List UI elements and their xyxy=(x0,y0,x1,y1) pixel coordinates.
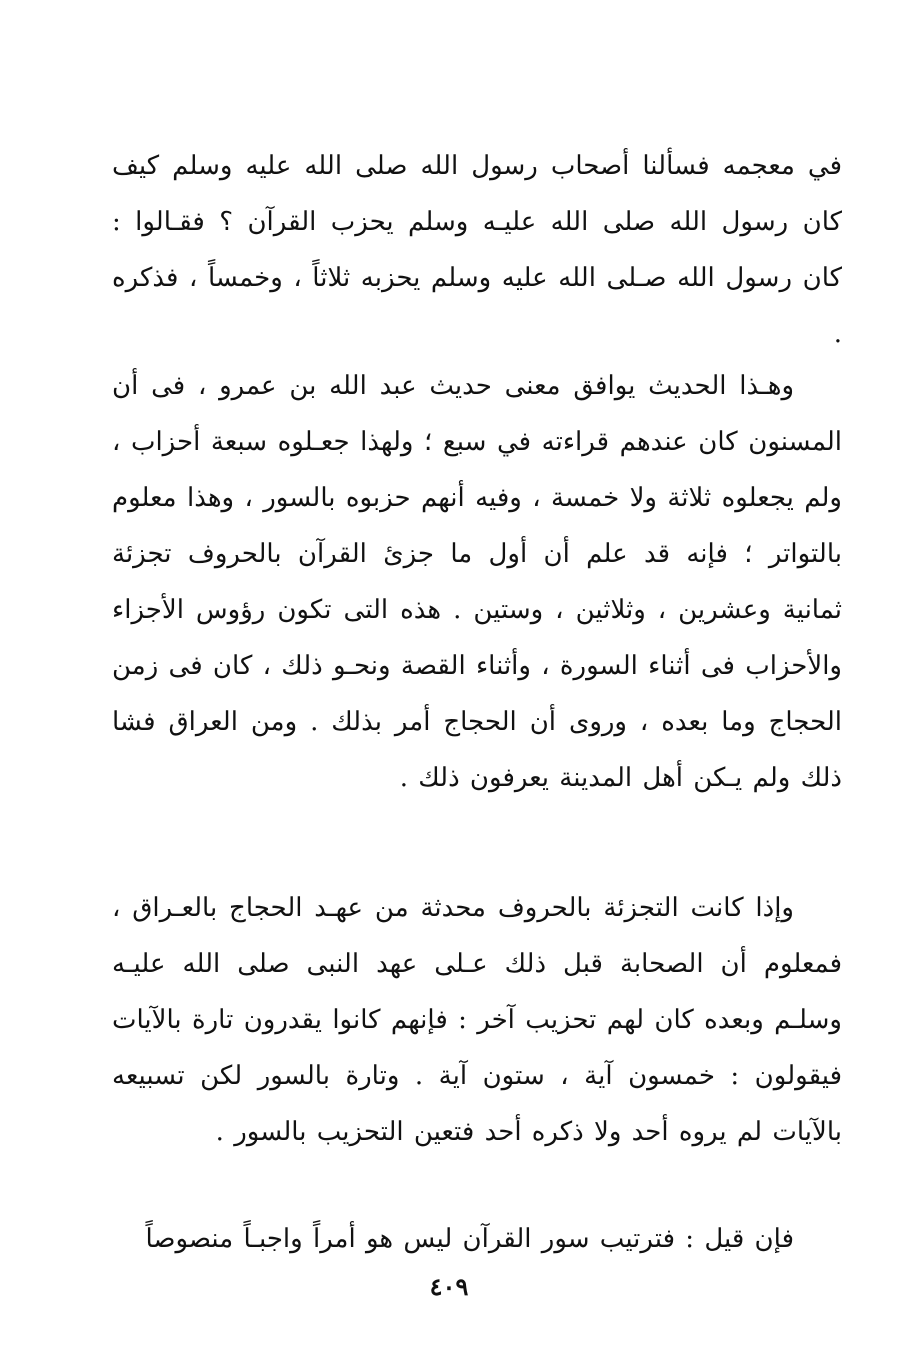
paragraph-3: وإذا كانت التجزئة بالحروف محدثة من عهـد الحجاج بالعـراق ، فمعلوم أن الصحابة قبل ذلك عـلى عهد النبى صلى الله عليـه وسلـم وبعده كان لهم تحزيب آخر : فإنهم كانوا يقدرون تارة بالآيات فيقولون : خمسون آية ، ستون آية . وتارة بالسور لكن تسبيعه بالآيات لم يروه أحد ولا ذكره أحد فتعين التحزيب بالسور . xyxy=(112,893,843,1147)
paragraph-2: وهـذا الحديث يوافق معنى حديث عبد الله بن عمرو ، فى أن المسنون كان عندهم قراءته في سبع ؛ ولهذا جعـلوه سبعة أحزاب ، ولم يجعلوه ثلاثة ولا خمسة ، وفيه أنهم حزبوه بالسور ، وهذا معلوم بالتواتر ؛ فإنه قد علم أن أول ما جزئ القرآن بالحروف تجزئة ثمانية وعشرين ، وثلاثين ، وستين . هذه التى تكون رؤوس الأجزاء والأحزاب فى أثناء السورة ، وأثناء القصة ونحـو ذلك ، كان فى زمن الحجاج وما بعده ، وروى أن الحجاج أمر بذلك . ومن العراق فشا ذلك ولم يـكن أهل المدينة يعرفون ذلك . xyxy=(112,371,842,793)
paragraph-4: فإن قيل : فترتيب سور القرآن ليس هو أمراً واجبـاً منصوصاً xyxy=(145,1224,794,1254)
paragraph-1: في معجمه فسألنا أصحاب رسول الله صلى الله عليه وسلم كيف كان رسول الله صلى الله عليـه وسلم يحزب القرآن ؟ فقـالوا : كان رسول الله صـلى الله عليه وسلم يحزبه ثلاثاً ، وخمساً ، فذكره . xyxy=(112,151,842,349)
page-number: ٤٠٩ xyxy=(429,1272,469,1301)
